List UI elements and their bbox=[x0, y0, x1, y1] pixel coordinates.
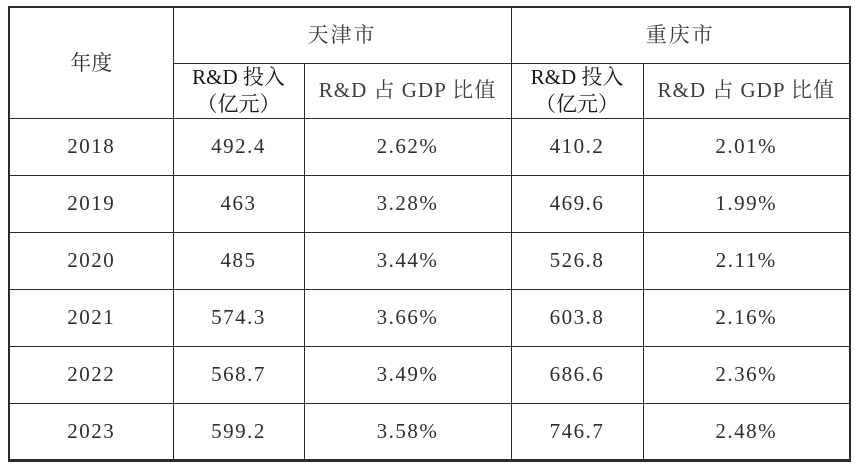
chongqing-group-header: 重庆市 bbox=[511, 7, 850, 63]
chongqing-rd-input-label-line1: R&D 投入 bbox=[530, 65, 624, 90]
tianjin-rd-cell: 463 bbox=[173, 175, 304, 232]
table-row-2023 bbox=[9, 403, 850, 460]
tianjin-gdp-ratio-header: R&D 占 GDP 比值 bbox=[304, 63, 511, 118]
table-row-2020 bbox=[9, 232, 850, 289]
chongqing-rd-input-header bbox=[511, 63, 643, 118]
tianjin-rd-cell: 599.2 bbox=[173, 403, 304, 460]
chongqing-rd-input-label-line2: （亿元） bbox=[535, 91, 619, 116]
chongqing-rd-cell: 526.8 bbox=[511, 232, 643, 289]
header-row-cities bbox=[9, 7, 850, 63]
tianjin-ratio-cell: 3.66% bbox=[304, 289, 511, 346]
tianjin-ratio-cell: 2.62% bbox=[304, 118, 511, 175]
tianjin-ratio-cell: 3.58% bbox=[304, 403, 511, 460]
chongqing-rd-cell: 410.2 bbox=[511, 118, 643, 175]
tianjin-ratio-cell: 3.49% bbox=[304, 346, 511, 403]
tianjin-group-header: 天津市 bbox=[173, 7, 511, 63]
year-cell: 2022 bbox=[9, 346, 173, 403]
tianjin-rd-cell: 492.4 bbox=[173, 118, 304, 175]
table-row-2021 bbox=[9, 289, 850, 346]
chongqing-rd-cell: 746.7 bbox=[511, 403, 643, 460]
table-row-2019 bbox=[9, 175, 850, 232]
tianjin-ratio-cell: 3.44% bbox=[304, 232, 511, 289]
tianjin-rd-input-header bbox=[173, 63, 304, 118]
chongqing-ratio-cell: 2.01% bbox=[643, 118, 850, 175]
chongqing-ratio-cell: 2.11% bbox=[643, 232, 850, 289]
year-cell: 2019 bbox=[9, 175, 173, 232]
rd-comparison-table bbox=[8, 6, 851, 462]
chongqing-rd-cell: 469.6 bbox=[511, 175, 643, 232]
table-row-2022 bbox=[9, 346, 850, 403]
tianjin-rd-input-label-line2: （亿元） bbox=[196, 91, 281, 116]
year-cell: 2020 bbox=[9, 232, 173, 289]
chongqing-rd-cell: 603.8 bbox=[511, 289, 643, 346]
year-cell: 2018 bbox=[9, 118, 173, 175]
tianjin-rd-cell: 568.7 bbox=[173, 346, 304, 403]
table-row-2018 bbox=[9, 118, 850, 175]
chongqing-ratio-cell: 2.36% bbox=[643, 346, 850, 403]
chongqing-ratio-cell: 2.16% bbox=[643, 289, 850, 346]
tianjin-rd-cell: 485 bbox=[173, 232, 304, 289]
tianjin-ratio-cell: 3.28% bbox=[304, 175, 511, 232]
year-cell: 2023 bbox=[9, 403, 173, 460]
chongqing-ratio-cell: 2.48% bbox=[643, 403, 850, 460]
tianjin-rd-cell: 574.3 bbox=[173, 289, 304, 346]
tianjin-rd-input-label-line1: R&D 投入 bbox=[192, 65, 285, 90]
year-cell: 2021 bbox=[9, 289, 173, 346]
year-column-header: 年度 bbox=[9, 7, 173, 118]
chongqing-gdp-ratio-header: R&D 占 GDP 比值 bbox=[643, 63, 850, 118]
chongqing-ratio-cell: 1.99% bbox=[643, 175, 850, 232]
chongqing-rd-cell: 686.6 bbox=[511, 346, 643, 403]
